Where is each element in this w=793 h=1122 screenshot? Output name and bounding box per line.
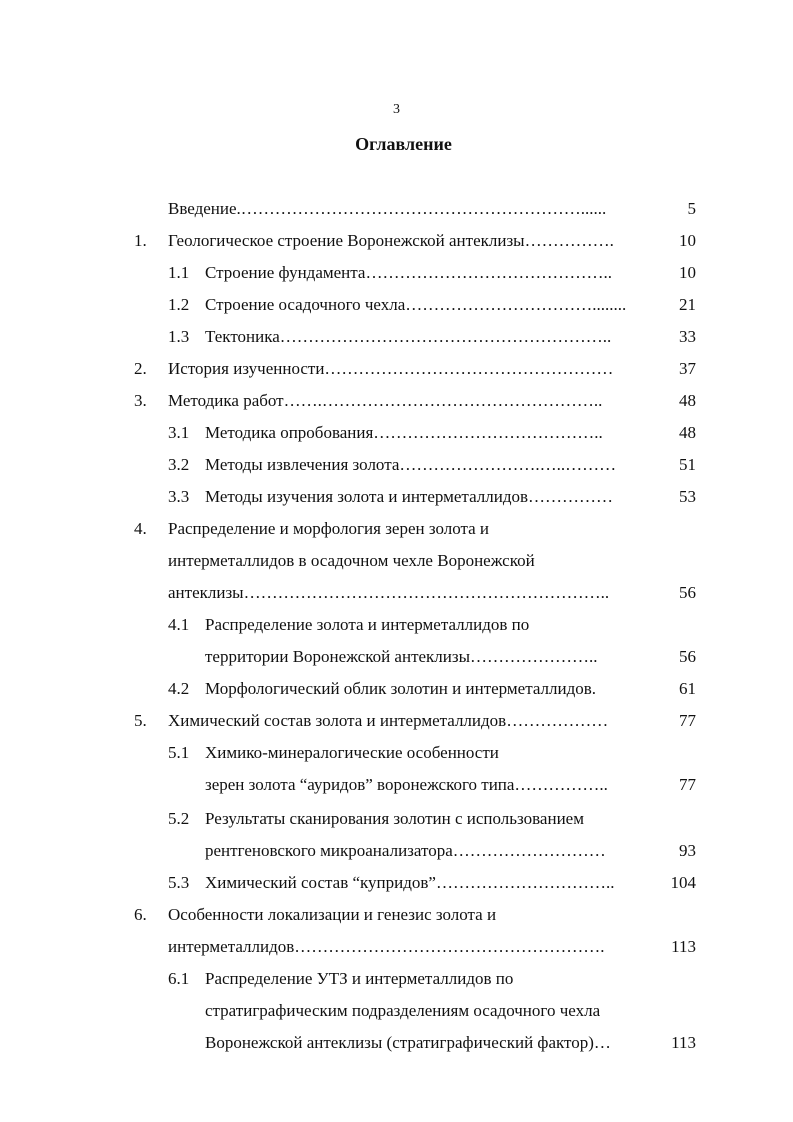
toc-entry-4-1-line-2: территории Воронежской антеклизы…………………..	[205, 647, 598, 666]
toc-entry-6-line-1: Особенности локализации и генезис золота и	[168, 905, 497, 924]
toc-page-3-1: 48	[679, 423, 696, 442]
toc-entry-4-line-2: интерметаллидов в осадочном чехле Воронежской	[168, 551, 535, 570]
toc-number-1-3: 1.3	[168, 327, 190, 346]
toc-entry-1: Геологическое строение Воронежской антеклизы…………….	[168, 231, 614, 250]
toc-page-4: 56	[679, 583, 696, 602]
toc-page-4-1: 56	[679, 647, 696, 666]
toc-page-5: 77	[679, 711, 696, 730]
toc-number-4-1: 4.1	[168, 615, 190, 634]
toc-page-1: 10	[679, 231, 696, 250]
toc-page-1-1: 10	[679, 263, 696, 282]
toc-entry-6-line-2: интерметаллидов……………………………………………….	[168, 937, 605, 956]
toc-number-5-2: 5.2	[168, 809, 190, 828]
toc-number-6-1: 6.1	[168, 969, 190, 988]
toc-entry-1-2: Строение осадочного чехла……………………………........	[205, 295, 627, 314]
toc-page-5-2: 93	[679, 841, 696, 860]
toc-number-3-2: 3.2	[168, 455, 190, 474]
toc-page-5-3: 104	[670, 873, 696, 892]
toc-entry-6-1-line-1: Распределение УТЗ и интерметаллидов по	[205, 969, 514, 988]
toc-entry-4-line-1: Распределение и морфология зерен золота и	[168, 519, 490, 538]
toc-entry-6-1-line-3: Воронежской антеклизы (стратиграфический фактор)…	[205, 1033, 611, 1052]
toc-entry-5-1-line-2: зерен золота “ауридов” воронежского типа……………..	[205, 775, 608, 794]
toc-number-3-1: 3.1	[168, 423, 190, 442]
toc-entry-4-2: Морфологический облик золотин и интерметаллидов.	[205, 679, 597, 698]
toc-entry-5-2-line-2: рентгеновского микроанализатора………………………	[205, 841, 606, 860]
toc-entry-6-1-line-2: стратиграфическим подразделениям осадочного чехла	[205, 1001, 601, 1020]
toc-entry-3-3: Методы изучения золота и интерметаллидов……………	[205, 487, 614, 506]
toc-number-2: 2.	[134, 359, 147, 378]
page-title: Оглавление	[355, 134, 452, 154]
toc-number-5: 5.	[134, 711, 147, 730]
toc-page-4-2: 61	[679, 679, 696, 698]
toc-number-5-1: 5.1	[168, 743, 190, 762]
toc-page-6-1: 113	[671, 1033, 696, 1052]
toc-entry-5: Химический состав золота и интерметаллидов………………	[168, 711, 609, 730]
toc-number-3: 3.	[134, 391, 147, 410]
page-number: 3	[393, 102, 400, 117]
toc-number-1-2: 1.2	[168, 295, 190, 314]
toc-entry-4-1-line-1: Распределение золота и интерметаллидов по	[205, 615, 530, 634]
toc-page-3: 48	[679, 391, 696, 410]
toc-number-4: 4.	[134, 519, 147, 538]
toc-number-3-3: 3.3	[168, 487, 190, 506]
toc-page-3-2: 51	[679, 455, 696, 474]
toc-entry-3-1: Методика опробования…………………………………..	[205, 423, 603, 442]
toc-number-1: 1.	[134, 231, 147, 250]
toc-entry-3: Методика работ…….…………………………………………..	[168, 391, 603, 410]
toc-entry-5-1-line-1: Химико-минералогические особенности	[205, 743, 499, 762]
toc-entry-1-1: Строение фундамента……………………………………..	[205, 263, 612, 282]
toc-entry-introduction: Введение.……………………………………………………......	[168, 199, 607, 218]
toc-entry-3-2: Методы извлечения золота…………………….…..………	[205, 455, 617, 474]
toc-page-3-3: 53	[679, 487, 696, 506]
toc-page-5-1: 77	[679, 775, 696, 794]
toc-number-5-3: 5.3	[168, 873, 190, 892]
toc-page-1-3: 33	[679, 327, 696, 346]
toc-entry-2: История изученности……………………………………………	[168, 359, 614, 378]
toc-page-2: 37	[679, 359, 696, 378]
toc-entry-4-line-3: антеклизы………………………………………………………..	[168, 583, 610, 602]
toc-entry-5-2-line-1: Результаты сканирования золотин с использованием	[205, 809, 584, 828]
toc-number-1-1: 1.1	[168, 263, 190, 282]
toc-page-introduction: 5	[687, 199, 696, 218]
toc-number-4-2: 4.2	[168, 679, 190, 698]
toc-number-6: 6.	[134, 905, 147, 924]
toc-page-6: 113	[671, 937, 696, 956]
toc-entry-1-3: Тектоника…………………………………………………..	[205, 327, 612, 346]
toc-page-1-2: 21	[679, 295, 696, 314]
toc-entry-5-3: Химический состав “купридов”…………………………..	[205, 873, 615, 892]
